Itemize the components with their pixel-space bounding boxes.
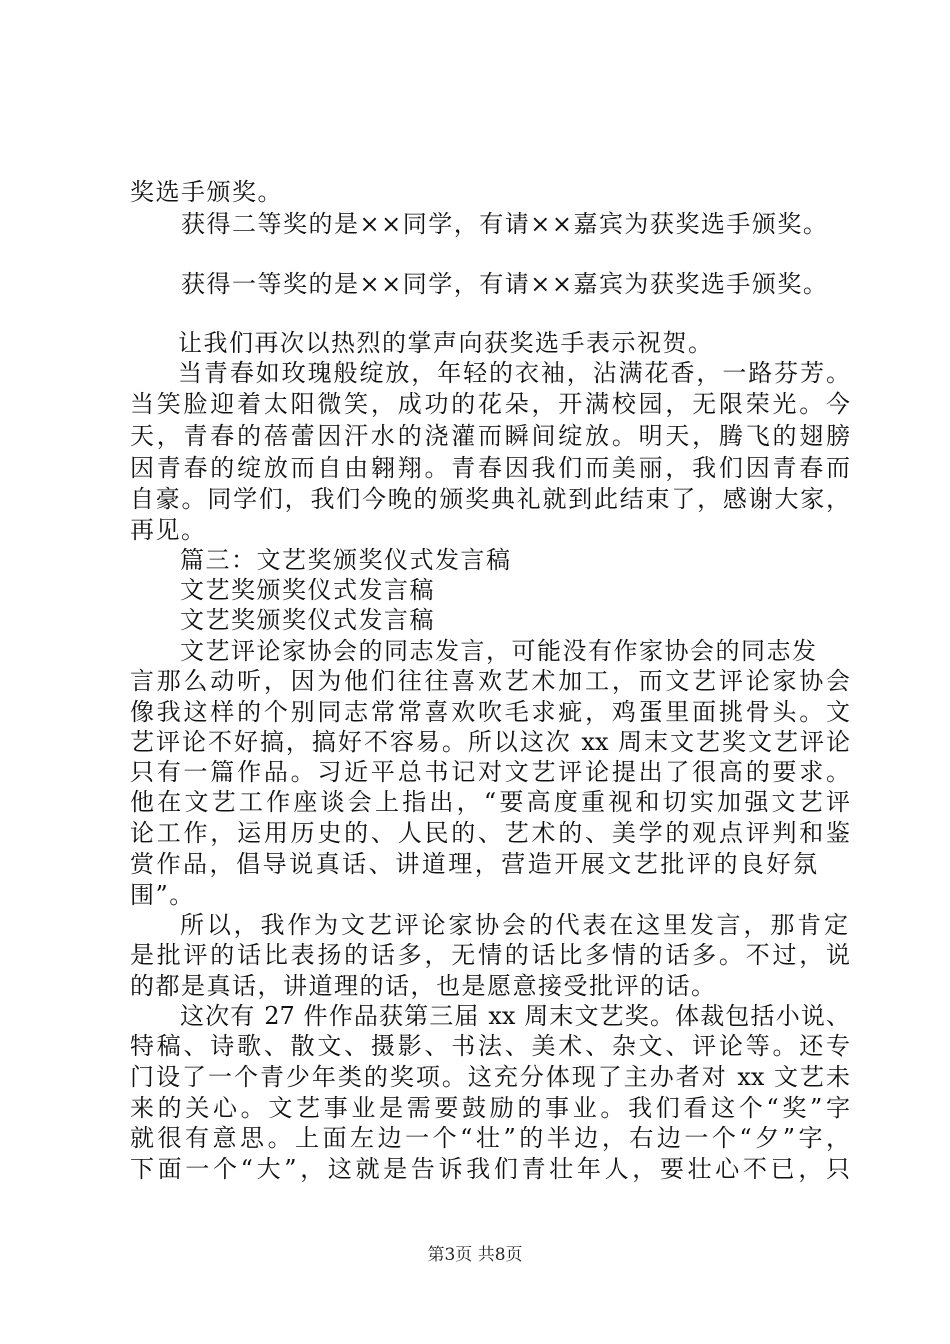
text-line: 再见。 <box>130 516 207 544</box>
text-line: 只有一篇作品。习近平总书记对文艺评论提出了很高的要求。 <box>130 758 850 786</box>
document-title: 文艺奖颁奖仪式发言稿 <box>180 606 435 634</box>
text-line: 天，青春的蓓蕾因汗水的浇灌而瞬间绽放。明天，腾飞的翅膀 <box>130 422 850 450</box>
text-line: 言那么动听，因为他们往往喜欢艺术加工，而文艺评论家协会 <box>130 667 850 695</box>
text-line: 因青春的绽放而自由翱翔。青春因我们而美丽，我们因青春而 <box>130 454 850 482</box>
text-line: 所以，我作为文艺评论家协会的代表在这里发言，那肯定 <box>180 911 848 939</box>
text-line: 来的关心。文艺事业是需要鼓励的事业。我们看这个“奖”字 <box>130 1094 850 1122</box>
section-heading: 篇三：文艺奖颁奖仪式发言稿 <box>180 546 512 574</box>
text-line: 文艺评论家协会的同志发言，可能没有作家协会的同志发 <box>180 637 816 665</box>
text-line: 是批评的话比表扬的话多，无情的话比多情的话多。不过，说 <box>130 941 850 969</box>
text-line: 这次有 27 件作品获第三届 xx 周末文艺奖。体裁包括小说、 <box>180 1002 850 1030</box>
text-line: 赏作品，倡导说真话、讲道理，营造开展文艺批评的良好氛 <box>130 850 817 878</box>
text-line: 自豪。同学们，我们今晚的颁奖典礼就到此结束了，感谢大家， <box>130 485 850 513</box>
text-line: 像我这样的个别同志常常喜欢吹毛求疵，鸡蛋里面挑骨头。文 <box>130 698 850 726</box>
text-line: 的都是真话，讲道理的话，也是愿意接受批评的话。 <box>130 972 717 1000</box>
text-line: 门设了一个青少年类的奖项。这充分体现了主办者对 xx 文艺未 <box>130 1063 850 1091</box>
text-line: 他在文艺工作座谈会上指出，“要高度重视和切实加强文艺评 <box>130 788 850 816</box>
text-line: 奖选手颁奖。 <box>130 178 283 206</box>
text-line: 论工作，运用历史的、人民的、艺术的、美学的观点评判和鉴 <box>130 819 850 847</box>
text-line: 获得一等奖的是××同学，有请××嘉宾为获奖选手颁奖。 <box>181 270 829 298</box>
text-line: 就很有意思。上面左边一个“壮”的半边，右边一个“夕”字， <box>130 1124 850 1152</box>
text-line: 艺评论不好搞，搞好不容易。所以这次 xx 周末文艺奖文艺评论 <box>130 728 850 756</box>
text-line: 当青春如玫瑰般绽放，年轻的衣袖，沾满花香，一路芬芳。 <box>178 359 850 387</box>
text-line: 下面一个“大”，这就是告诉我们青壮年人，要壮心不已，只 <box>130 1155 850 1183</box>
text-line: 获得二等奖的是××同学，有请××嘉宾为获奖选手颁奖。 <box>181 210 829 238</box>
page-number: 第3页 共8页 <box>427 1245 523 1265</box>
document-title: 文艺奖颁奖仪式发言稿 <box>180 576 435 604</box>
text-line: 当笑脸迎着太阳微笑，成功的花朵，开满校园，无限荣光。今 <box>130 390 850 418</box>
text-line: 特稿、诗歌、散文、摄影、书法、美术、杂文、评论等。还专 <box>130 1032 850 1060</box>
text-line: 围”。 <box>130 881 195 909</box>
text-line: 让我们再次以热烈的掌声向获奖选手表示祝贺。 <box>178 329 714 357</box>
